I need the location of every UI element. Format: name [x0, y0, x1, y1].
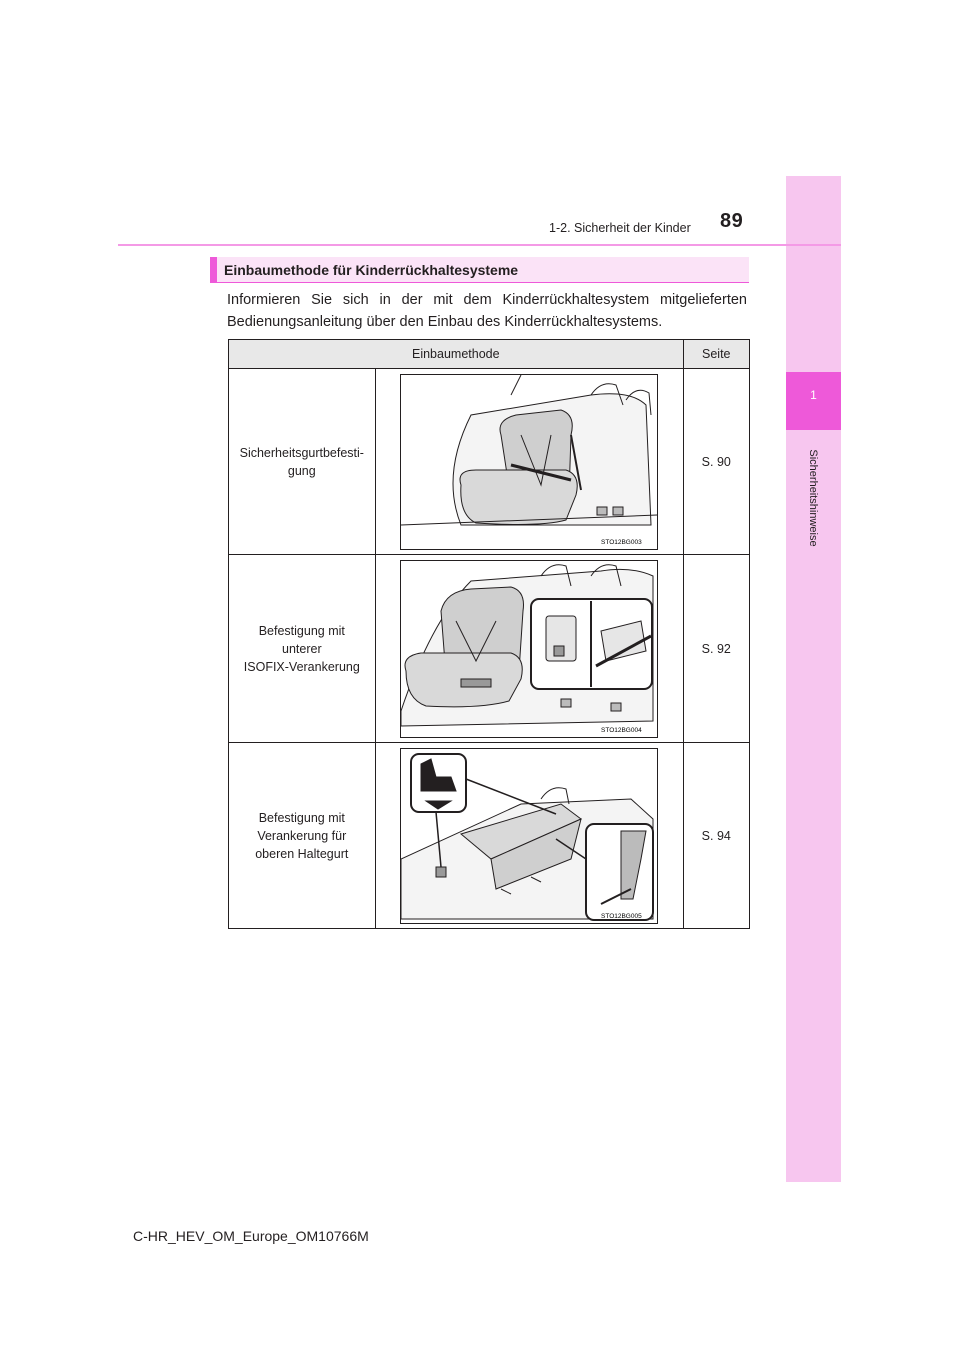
method-line: Befestigung mit: [258, 810, 345, 825]
method-cell: [229, 555, 376, 743]
chapter-number: 1: [810, 388, 817, 402]
table-row: [229, 743, 750, 929]
intro-paragraph: Informieren Sie sich in der mit dem Kinderrückhaltesystem mitgelieferten Bedienungsanleitung über den Einbau des Kinderrückhaltesystems.: [227, 292, 747, 330]
method-label: [229, 809, 375, 863]
method-label: [229, 444, 375, 480]
document-code: C-HR_HEV_OM_Europe_OM10766M: [133, 1228, 369, 1244]
installation-methods-table: [228, 339, 750, 929]
method-cell: [229, 369, 376, 555]
chapter-title-text: Sicherheitshinweise: [807, 449, 819, 547]
heading-underline: [210, 282, 749, 283]
method-line: Sicherheitsgurtbefesti-: [239, 445, 364, 460]
page-reference-link[interactable]: S. 94: [701, 828, 731, 843]
heading-accent: [210, 257, 217, 283]
page-reference-link[interactable]: S. 90: [701, 454, 731, 469]
method-line: unterer: [282, 641, 322, 656]
method-line: gung: [287, 463, 316, 478]
header-divider: [118, 244, 841, 246]
image-code: STO12BG005: [601, 912, 642, 920]
top-tether-badge-text: TOP-TETHER: [418, 793, 458, 800]
image-code: STO12BG003: [601, 538, 642, 546]
image-cell: [375, 369, 683, 555]
image-code: STO12BG004: [601, 726, 642, 734]
method-cell: [229, 743, 376, 929]
chapter-tab-band: [786, 176, 841, 1182]
image-cell: [375, 743, 683, 929]
isofix-illustration: [400, 560, 658, 738]
method-line: ISOFIX-Verankerung: [243, 659, 360, 674]
table-row: [229, 555, 750, 743]
page-ref-cell: [683, 369, 749, 555]
page-ref-cell: [683, 555, 749, 743]
seat-belt-illustration: [400, 374, 658, 550]
method-line: oberen Haltegurt: [255, 846, 349, 861]
column-header-page: Seite: [683, 340, 749, 369]
table-row: [229, 369, 750, 555]
image-cell: [375, 555, 683, 743]
method-line: Befestigung mit: [258, 623, 345, 638]
page-number: 89: [720, 210, 744, 232]
method-label: [229, 622, 375, 676]
column-header-method: Einbaumethode: [229, 340, 684, 369]
section-title: 1-2. Sicherheit der Kinder: [549, 221, 691, 235]
page-ref-cell: [683, 743, 749, 929]
method-line: Verankerung für: [257, 828, 347, 843]
section-heading: Einbaumethode für Kinderrückhaltesysteme: [224, 262, 519, 278]
top-tether-illustration: [400, 748, 658, 924]
table-header-row: [229, 340, 750, 369]
page-reference-link[interactable]: S. 92: [701, 641, 731, 656]
